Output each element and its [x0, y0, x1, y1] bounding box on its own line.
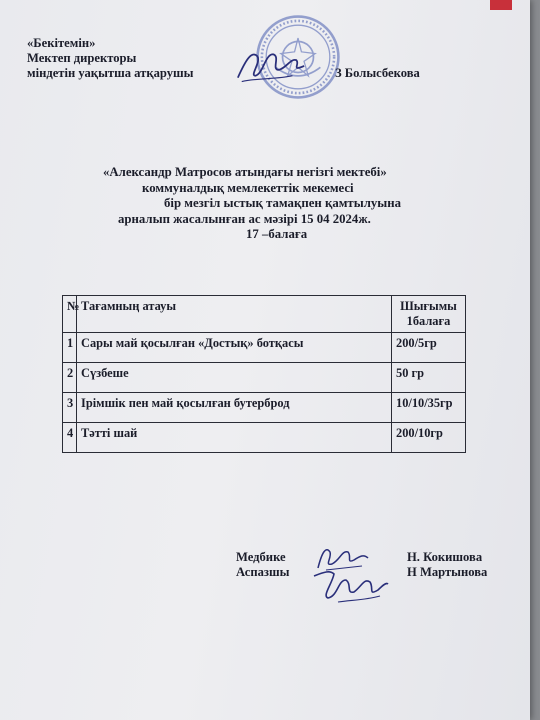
nurse-name: Н. Кокишова — [407, 550, 483, 564]
row-number: 3 — [63, 393, 77, 423]
row-dish-name: Сары май қосылған «Достық» ботқасы — [77, 333, 392, 363]
table-row — [63, 423, 466, 453]
approval-block — [27, 36, 193, 81]
heading-line-1: «Александр Матросов атындағы негізгі мектебі» — [103, 165, 387, 179]
row-dish-name: Тәтті шай — [77, 423, 392, 453]
approval-line-1: «Бекітемін» — [27, 36, 96, 50]
red-mark — [490, 0, 512, 10]
row-portion: 200/10гр — [392, 423, 466, 453]
signature-labels — [236, 550, 289, 580]
approval-line-3: міндетін уақытша атқарушы — [27, 66, 194, 80]
row-portion: 10/10/35гр — [392, 393, 466, 423]
row-portion: 50 гр — [392, 363, 466, 393]
signature-names — [407, 550, 487, 580]
table-header-row — [63, 296, 466, 333]
heading-line-2: коммуналдық мемлекеттік мекемесі — [142, 180, 354, 195]
cook-signature — [308, 562, 390, 606]
cook-label: Аспазшы — [236, 565, 290, 579]
menu-table — [62, 295, 466, 453]
header-portion-line-2: 1балаға — [406, 314, 451, 328]
table-row — [63, 363, 466, 393]
nurse-label: Медбике — [236, 550, 286, 564]
table-row — [63, 333, 466, 363]
heading-line-3: бір мезгіл ыстық тамақпен қамтылуына — [164, 196, 402, 210]
director-signature — [232, 40, 310, 90]
approval-line-2: Мектеп директоры — [27, 51, 137, 65]
table-row — [63, 393, 466, 423]
row-portion: 200/5гр — [392, 333, 466, 363]
row-number: 4 — [63, 423, 77, 453]
row-number: 1 — [63, 333, 77, 363]
director-name: З Болысбекова — [335, 66, 420, 80]
cook-name: Н Мартынова — [407, 565, 488, 579]
row-number: 2 — [63, 363, 77, 393]
row-dish-name: Ірімшік пен май қосылған бутерброд — [77, 393, 392, 423]
heading-line-4: арналып жасалынған ас мәзірі 15 04 2024ж. — [118, 211, 371, 226]
header-portion-line-1: Шығымы — [400, 299, 457, 313]
row-dish-name: Сүзбеше — [77, 363, 392, 393]
header-dish-name: Тағамның атауы — [77, 296, 392, 333]
header-number: № — [63, 296, 77, 333]
document-heading — [0, 165, 530, 243]
heading-line-5: 17 –балаға — [246, 227, 308, 241]
header-portion — [392, 296, 466, 333]
